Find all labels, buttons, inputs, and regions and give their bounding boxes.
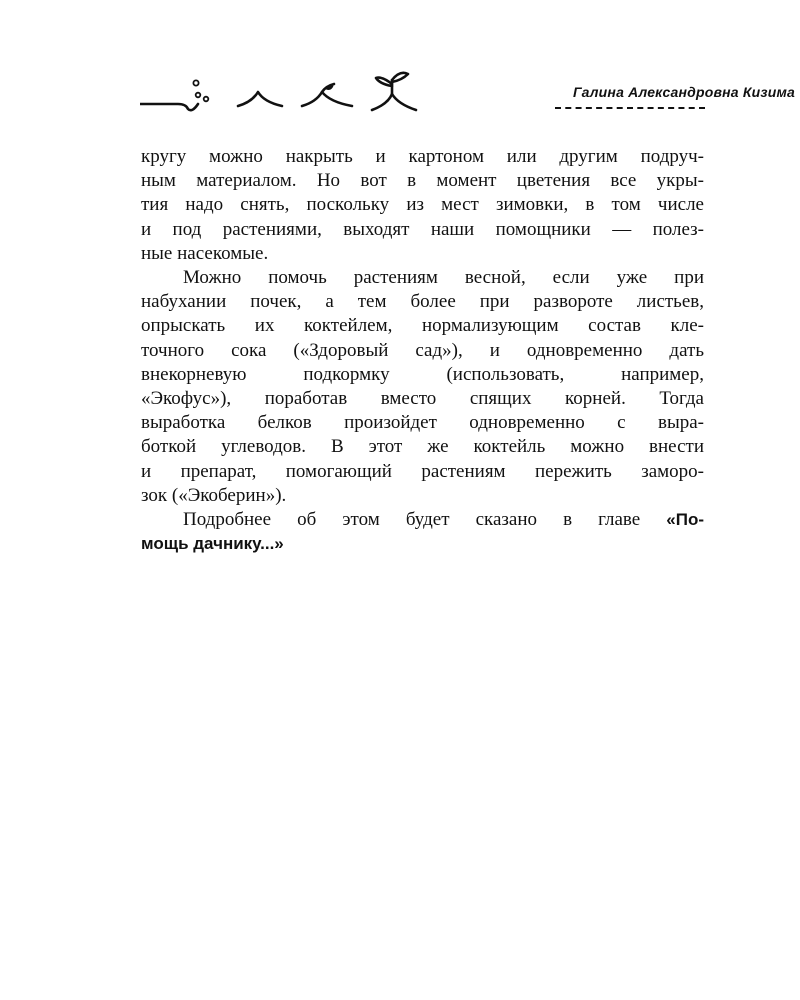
page-body — [141, 145, 704, 556]
sprouting-seed-icon — [140, 66, 430, 116]
text-line: ным материалом. Но вот в момент цветения все укры- — [141, 170, 704, 192]
running-header — [140, 66, 796, 116]
text-line: и под растениями, выходят наши помощники — полез- — [141, 218, 704, 240]
text-line: зок («Экоберин»). — [141, 484, 287, 506]
chapter-reference: «По- — [666, 510, 704, 530]
text-line: боткой углеводов. В этот же коктейль можно внести — [141, 436, 704, 458]
header-author: Галина Александровна Кизима — [573, 84, 796, 100]
paragraph-1 — [141, 145, 704, 266]
header-dashed-rule — [555, 107, 705, 109]
paragraph-3-text: Подробнее об этом будет сказано в главе — [183, 509, 641, 531]
text-line — [141, 508, 704, 532]
text-line: «Экофус»), поработав вместо спящих корней. Тогда — [141, 388, 704, 410]
text-line: опрыскать их коктейлем, нормализующим состав кле- — [141, 315, 704, 337]
text-line: и препарат, помогающий растениям пережить заморо- — [141, 460, 704, 482]
text-line: точного сока («Здоровый сад»), и одновременно дать — [141, 339, 704, 361]
text-line: ные насекомые. — [141, 242, 269, 264]
text-line: набухании почек, а тем более при развороте листьев, — [141, 291, 704, 313]
chapter-reference-cont: мощь дачнику...» — [141, 534, 284, 554]
paragraph-2 — [141, 266, 704, 508]
text-line: внекорневую подкормку (использовать, например, — [141, 363, 704, 385]
text-line — [141, 532, 704, 556]
text-line: выработка белков произойдет одновременно с выра- — [141, 412, 704, 434]
paragraph-3 — [141, 508, 704, 556]
text-line: Можно помочь растениям весной, если уже при — [183, 267, 704, 289]
text-line: кругу можно накрыть и картоном или другим подруч- — [141, 146, 704, 167]
text-line: тия надо снять, поскольку из мест зимовки, в том числе — [141, 194, 704, 216]
